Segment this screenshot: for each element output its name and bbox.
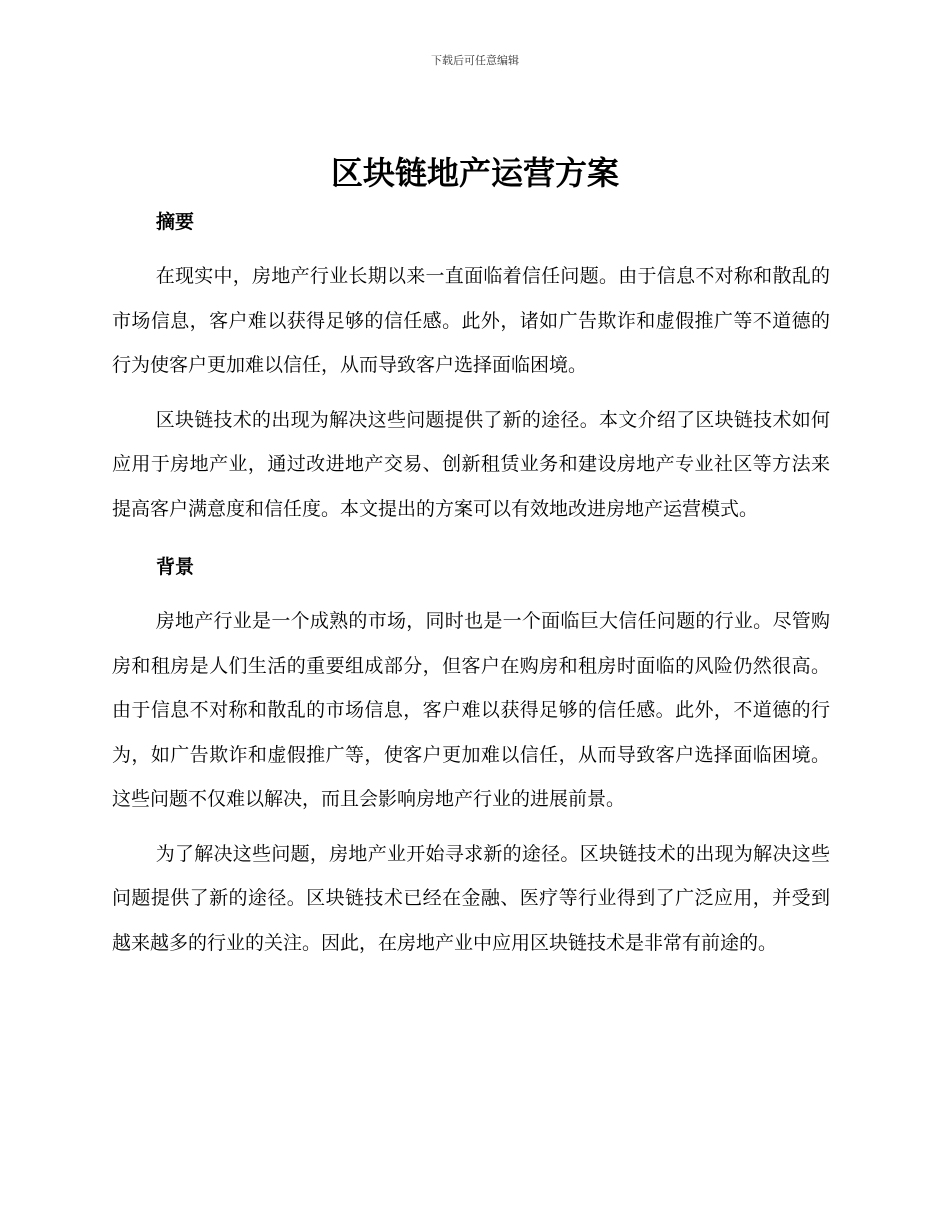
header-note: 下载后可任意编辑 [431,54,519,67]
document-title: 区块链地产运营方案 [330,154,619,192]
abstract-paragraph-2: 区块链技术的出现为解决这些问题提供了新的途径。本文介绍了区块链技术如何应用于房地产业，通过改进地产交易、创新租赁业务和建设房地产专业社区等方法来提高客户满意度和信任度。本文提出的方案可以有效地改进房地产运营模式。 [112,408,830,520]
section-heading-background: 背景 [156,556,195,578]
section-heading-abstract: 摘要 [156,211,195,233]
document-body [112,200,830,965]
background-paragraph-2: 为了解决这些问题，房地产业开始寻求新的途径。区块链技术的出现为解决这些问题提供了新的途径。区块链技术已经在金融、医疗等行业得到了广泛应用，并受到越来越多的行业的关注。因此，在房地产业中应用区块链技术是非常有前途的。 [112,842,830,954]
background-paragraph-1: 房地产行业是一个成熟的市场，同时也是一个面临巨大信任问题的行业。尽管购房和租房是人们生活的重要组成部分，但客户在购房和租房时面临的风险仍然很高。由于信息不对称和散乱的市场信息，客户难以获得足够的信任感。此外，不道德的行为，如广告欺诈和虚假推广等，使客户更加难以信任，从而导致客户选择面临困境。这些问题不仅难以解决，而且会影响房地产行业的进展前景。 [112,610,830,810]
abstract-paragraph-1: 在现实中，房地产行业长期以来一直面临着信任问题。由于信息不对称和散乱的市场信息，客户难以获得足够的信任感。此外，诸如广告欺诈和虚假推广等不道德的行为使客户更加难以信任，从而导致客户选择面临困境。 [112,265,830,376]
